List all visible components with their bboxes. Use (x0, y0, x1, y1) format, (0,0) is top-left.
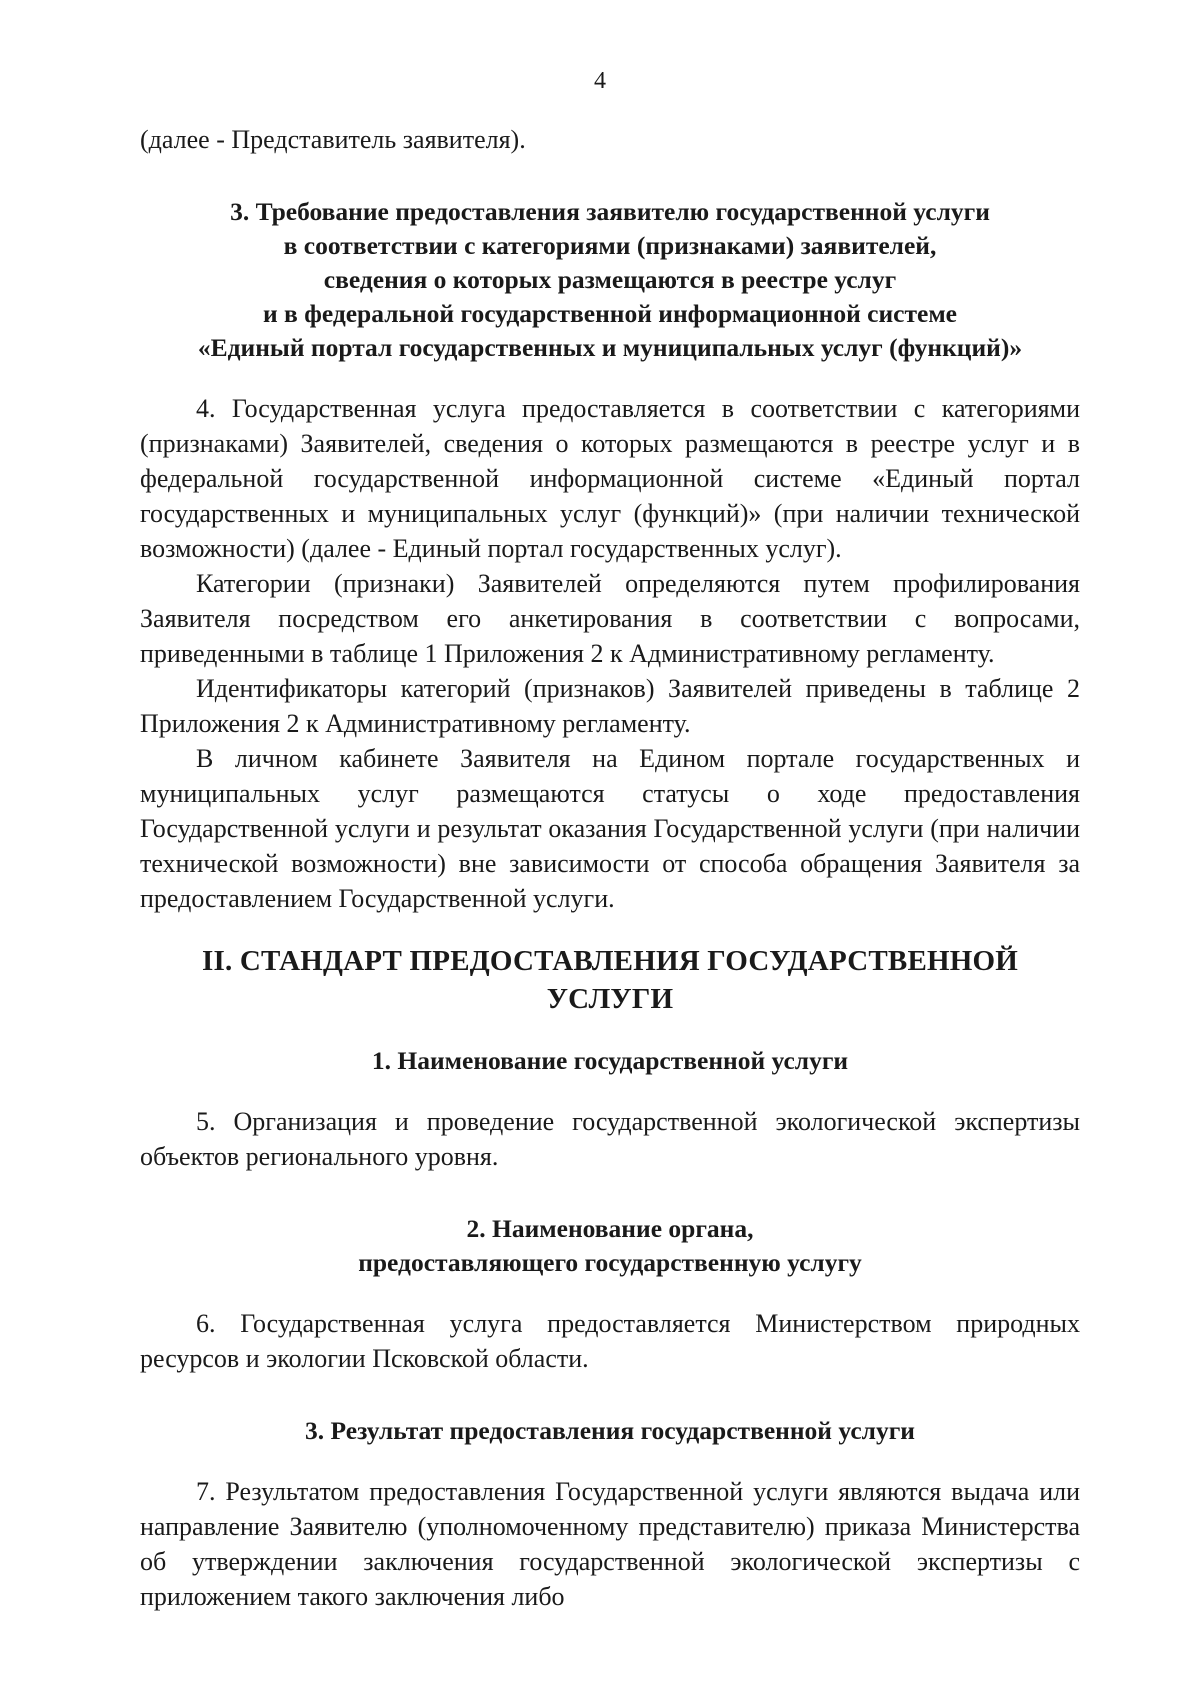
intro-continuation: (далее - Представитель заявителя). (140, 125, 526, 154)
paragraph-4: 4. Государственная услуга предоставляется в соответствии с категориями (признаками) Заявителей, сведения о которых размещаются в реестре услуг и в федеральной государственной информационной системе «Единый портал государственных и муниципальных услуг (функций)» (при наличии технической возможности) (далее - Единый портал государственных услуг). (140, 394, 1080, 563)
section3-heading (140, 195, 1080, 365)
section3-heading-line-3: сведения о которых размещаются в реестре услуг (323, 265, 897, 294)
paragraph-5: 5. Организация и проведение государственной экологической экспертизы объектов регионального уровня. (140, 1107, 1080, 1171)
page-number: 4 (594, 68, 606, 94)
subsection-1-heading: 1. Наименование государственной услуги (371, 1046, 849, 1075)
paragraph-4-identifiers: Идентификаторы категорий (признаков) Заявителей приведены в таблице 2 Приложения 2 к Административному регламенту. (140, 674, 1080, 738)
section3-heading-line-5: «Единый портал государственных и муниципальных услуг (функций)» (197, 333, 1023, 362)
paragraph-7: 7. Результатом предоставления Государственной услуги являются выдача или направление Заявителю (уполномоченному представителю) приказа Министерства об утверждении заключения государственной экологической экспертизы с приложением такого заключения либо (140, 1477, 1080, 1611)
paragraph-4-categories: Категории (признаки) Заявителей определяются путем профилирования Заявителя посредством его анкетирования в соответствии с вопросами, приведенными в таблице 1 Приложения 2 к Административному регламенту. (140, 569, 1080, 668)
subsection-2-heading (140, 1212, 1080, 1280)
document-body (140, 122, 1080, 1614)
subsection-3-heading: 3. Результат предоставления государственной услуги (305, 1416, 915, 1445)
chapter-2-heading: II. СТАНДАРТ ПРЕДОСТАВЛЕНИЯ ГОСУДАРСТВЕННОЙ УСЛУГИ (201, 945, 1019, 1015)
subsection-2-heading-line-2: предоставляющего государственную услугу (358, 1248, 862, 1277)
section3-heading-line-4: и в федеральной государственной информационной системе (262, 299, 958, 328)
section3-heading-line-2: в соответствии с категориями (признаками) заявителей, (283, 231, 937, 260)
paragraph-6: 6. Государственная услуга предоставляется Министерством природных ресурсов и экологии Псковской области. (140, 1309, 1080, 1373)
subsection-2-heading-line-1: 2. Наименование органа, (466, 1214, 754, 1243)
paragraph-4-cabinet: В личном кабинете Заявителя на Едином портале государственных и муниципальных услуг размещаются статусы о ходе предоставления Государственной услуги и результат оказания Государственной услуги (при наличии технической возможности) вне зависимости от способа обращения Заявителя за предоставлением Государственной услуги. (140, 744, 1080, 913)
section3-heading-line-1: 3. Требование предоставления заявителю государственной услуги (230, 197, 990, 226)
